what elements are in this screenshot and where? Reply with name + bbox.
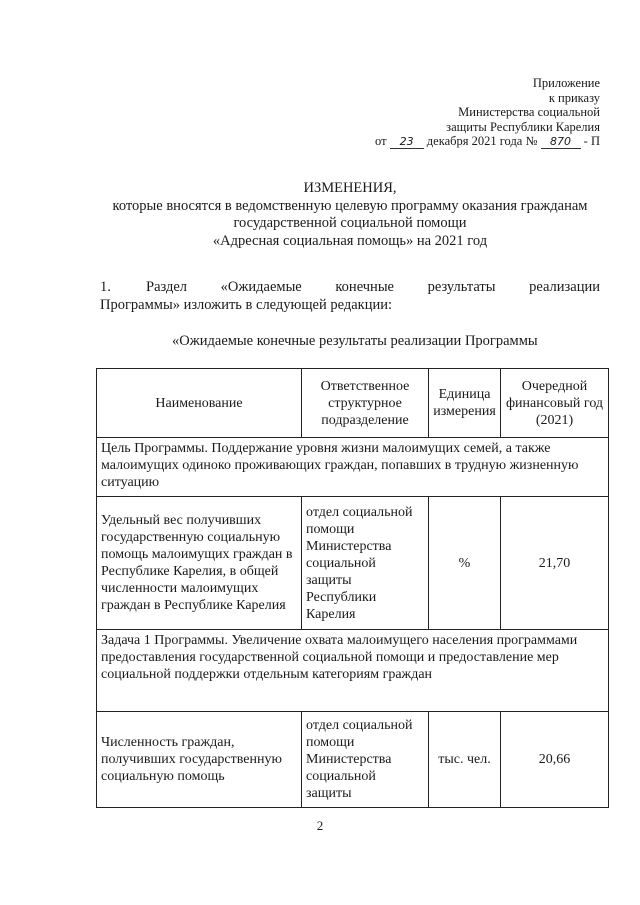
heading-line: «Адресная социальная помощь» на 2021 год xyxy=(212,232,488,249)
paragraph-1-second-line: Программы» изложить в следующей редакции: xyxy=(100,297,393,313)
attachment-line: к приказу xyxy=(548,90,600,105)
document-heading xyxy=(60,180,640,250)
order-date-line xyxy=(340,134,600,149)
page-number: 2 xyxy=(316,818,324,833)
row-name-cell: Численность граждан, получивших государственную социальную помощь xyxy=(97,712,302,808)
row-name-cell: Удельный вес получивших государственную социальную помощь малоимущих граждан в Республике Карелия, в общей численности малоимущих граждан в Республике Карелия xyxy=(97,497,302,630)
row-value-cell: 20,66 xyxy=(501,712,609,808)
table-row xyxy=(97,712,609,808)
paragraph-1 xyxy=(100,278,600,314)
header-cell-department: Ответственное структурное подразделение xyxy=(302,369,429,438)
paragraph-number: 1. xyxy=(100,279,111,295)
order-month-year: декабря 2021 года № xyxy=(426,134,538,149)
heading-line: которые вносятся в ведомственную целевую программу оказания гражданам xyxy=(112,197,588,214)
header-cell-name: Наименование xyxy=(97,369,302,438)
table-row xyxy=(97,497,609,630)
row-value-cell: 21,70 xyxy=(501,497,609,630)
order-from-label: от xyxy=(374,134,387,149)
row-unit-cell: % xyxy=(429,497,501,630)
header-cell-unit: Единица измерения xyxy=(429,369,501,438)
header-cell-year: Очередной финансовый год (2021) xyxy=(501,369,609,438)
task-cell: Задача 1 Программы. Увеличение охвата малоимущего населения программами предоставления государственной социальной помощи и предоставление мер социальной поддержки отдельным категориям граждан xyxy=(97,630,609,712)
attachment-line: Приложение xyxy=(532,76,600,90)
row-department-cell: отдел социальной помощи Министерства социальной защиты Республики Карелия xyxy=(302,497,429,630)
paragraph-word: реализации xyxy=(529,279,600,295)
paragraph-word: «Ожидаемые xyxy=(220,279,302,295)
heading-line: государственной социальной помощи xyxy=(233,215,467,231)
attachment-block xyxy=(340,76,600,149)
order-suffix: - П xyxy=(583,134,600,149)
table-goal-row xyxy=(97,438,609,497)
row-department-cell: отдел социальной помощи Министерства социальной защиты xyxy=(302,712,429,808)
goal-cell: Цель Программы. Поддержание уровня жизни малоимущих семей, а также малоимущих одиноко проживающих граждан, попавших в трудную жизненную ситуацию xyxy=(97,438,609,497)
results-table xyxy=(96,368,609,808)
paragraph-word: Раздел xyxy=(146,279,188,295)
section-title: «Ожидаемые конечные результаты реализации Программы xyxy=(172,333,538,349)
paragraph-word: конечные xyxy=(335,279,394,295)
table-header-row xyxy=(97,369,609,438)
order-number-handwritten: 870 xyxy=(541,136,581,149)
attachment-line: защиты Республики Карелия xyxy=(446,119,600,134)
attachment-line: Министерства социальной xyxy=(458,105,600,120)
table-task-row xyxy=(97,630,609,712)
row-unit-cell: тыс. чел. xyxy=(429,712,501,808)
paragraph-1-first-line xyxy=(100,278,600,296)
order-day-handwritten: 23 xyxy=(390,136,424,149)
heading-title: ИЗМЕНЕНИЯ, xyxy=(303,180,397,196)
paragraph-word: результаты xyxy=(427,279,496,295)
